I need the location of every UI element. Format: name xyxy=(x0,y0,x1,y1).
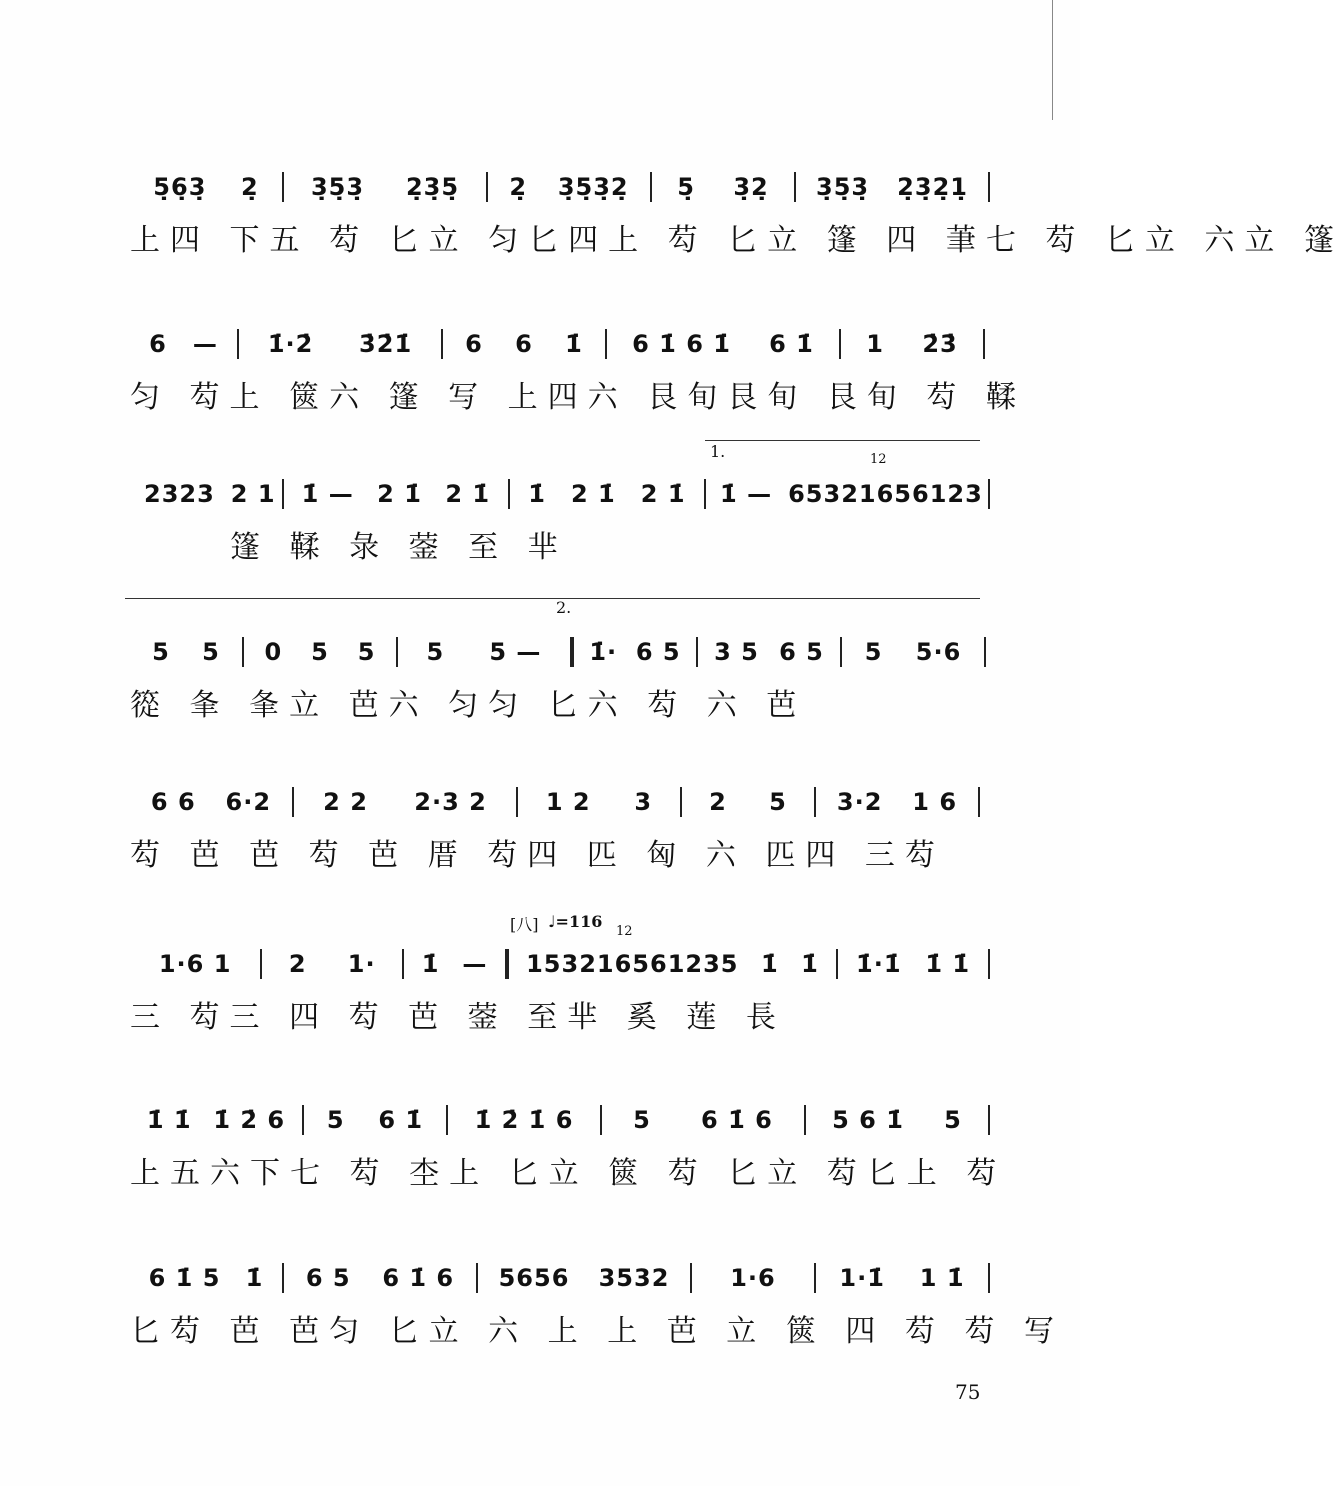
note-group: 1̇ — xyxy=(301,480,354,508)
tablature-text: 匀 芶上 篋六 篷 写 上四六 艮旬艮旬 艮旬 芶 鞣 xyxy=(130,380,1026,415)
score-system-6 xyxy=(130,942,990,1038)
note-group: 6 5 xyxy=(305,1264,351,1292)
note-group: 5 xyxy=(311,638,329,666)
note-group: 5 xyxy=(357,638,376,666)
jianzi-tablature-line xyxy=(130,1142,1007,1194)
measure xyxy=(478,1264,690,1292)
notation-line xyxy=(130,165,990,209)
volta-2-label: 2. xyxy=(556,598,572,617)
measure xyxy=(488,173,650,201)
note-group: 1 2 xyxy=(545,788,591,816)
note-group: 1·6 1 xyxy=(158,950,232,978)
measure xyxy=(443,330,605,358)
note-group: 3 5 xyxy=(714,638,759,666)
measure xyxy=(130,638,242,666)
note-group: 2̣3̣2̣1̣ xyxy=(897,173,968,201)
note-group: 5 xyxy=(426,638,445,666)
note-group: 3̇2̇1̇ xyxy=(359,330,413,358)
note-group: 1̇ xyxy=(245,1264,264,1292)
note-group: 2 1̇ xyxy=(640,480,686,508)
barline xyxy=(988,949,990,979)
note-group: 6 xyxy=(465,330,483,358)
measure xyxy=(706,480,988,508)
measure xyxy=(692,1264,814,1292)
measure xyxy=(284,480,508,508)
measure xyxy=(130,788,292,816)
measure xyxy=(130,1264,282,1292)
note-group: 5 — xyxy=(489,638,542,666)
note-group: 1̇ 2̇ 6 xyxy=(213,1106,286,1134)
barline xyxy=(988,1263,990,1293)
jianzi-tablature-line xyxy=(130,366,1026,418)
tablature-text: 上五六下七 芶 杢上 匕立 篋 芶 匕立 芶匕上 芶 xyxy=(130,1156,1007,1191)
measure xyxy=(574,638,696,666)
notation-line xyxy=(130,1256,990,1300)
measure xyxy=(284,1264,476,1292)
measure xyxy=(404,950,505,978)
tablature-text: 匕芶 芭 芭匀 匕立 六 上 上 芭 立 篋 四 芶 芶 写 xyxy=(130,1314,1064,1349)
tuplet-number: 12 xyxy=(870,452,887,467)
barline xyxy=(988,172,990,202)
jianzi-tablature-line xyxy=(130,516,990,568)
note-group: 65321656123 xyxy=(788,480,983,508)
note-group: 2̣3̣5̣ xyxy=(405,173,460,201)
note-group: 6 5 xyxy=(779,638,824,666)
measure xyxy=(796,173,988,201)
note-group: 1 xyxy=(866,330,884,358)
note-group: 1̇ — xyxy=(720,480,773,508)
score-system-8 xyxy=(130,1256,1064,1352)
note-group: 2̣ xyxy=(241,173,259,201)
measure xyxy=(239,330,441,358)
note-group: 6 1̇ xyxy=(769,330,814,358)
note-group: 3·2 xyxy=(836,788,883,816)
note-group: 2̣ xyxy=(509,173,528,201)
note-group: 5 6 1̇ xyxy=(832,1106,904,1134)
measure xyxy=(130,330,237,358)
note-group: 1̇ 2̇ 1̇ 6 xyxy=(474,1106,574,1134)
measure xyxy=(652,173,794,201)
note-group: 3̣5̣3̣2̣ xyxy=(557,173,629,201)
score-system-7 xyxy=(130,1098,1007,1194)
note-group: 5̣6̣3̣ xyxy=(153,173,207,201)
note-group: 6 1̇ xyxy=(378,1106,424,1134)
jianzi-tablature-line xyxy=(130,986,990,1038)
measure xyxy=(838,950,988,978)
measure xyxy=(816,1264,988,1292)
measure xyxy=(806,1106,988,1134)
measure xyxy=(244,638,396,666)
note-group: 6 1̇ 6 1̇ xyxy=(632,330,731,358)
note-group: 6 1̇ 6 xyxy=(701,1106,773,1134)
measure xyxy=(602,1106,804,1134)
measure xyxy=(130,950,260,978)
note-group: 2 2 xyxy=(323,788,368,816)
note-group: 1̇·1̇ xyxy=(856,950,902,978)
measure xyxy=(130,1106,302,1134)
note-group: 5 xyxy=(864,638,883,666)
note-group: 2 1̇ xyxy=(445,480,491,508)
measure xyxy=(130,480,282,508)
tuplet-number: 12 xyxy=(616,924,633,939)
note-group: 6 1̇ 5 xyxy=(148,1264,221,1292)
measure xyxy=(398,638,570,666)
tablature-text: 上四 下五 芶 匕立 匀匕四上 芶 匕立 篷 四 茟七 芶 匕立 六立 篷 xyxy=(130,223,1344,258)
tablature-text: 篷 鞣 彔 蓥 至 芈 xyxy=(230,530,568,565)
score-system-4 xyxy=(130,630,990,726)
note-group: 3532 xyxy=(598,1264,670,1292)
note-group: 6·2 xyxy=(225,788,272,816)
jianzi-tablature-line xyxy=(130,674,990,726)
tablature-text: 芶 芭 芭 芶 芭 厝 芶四 匹 匈 六 匹四 三芶 xyxy=(130,838,945,873)
note-group: 5656 xyxy=(498,1264,570,1292)
measure xyxy=(284,173,486,201)
jianzi-tablature-line xyxy=(130,824,990,876)
section-marker: [八] xyxy=(510,915,539,934)
note-group: — xyxy=(192,330,218,358)
volta-1-label: 1. xyxy=(710,442,726,461)
measure xyxy=(607,330,839,358)
note-group: 6 xyxy=(149,330,167,358)
measure xyxy=(448,1106,600,1134)
note-group: 2 xyxy=(288,950,307,978)
notation-line xyxy=(130,630,990,674)
note-group: 5 xyxy=(944,1106,962,1134)
note-group: 1·6 xyxy=(730,1264,776,1292)
note-group: 5·6 xyxy=(915,638,962,666)
score-system-3 xyxy=(130,472,990,568)
page-number: 75 xyxy=(955,1380,981,1404)
note-group: 2 1 xyxy=(230,480,276,508)
note-group: 2 xyxy=(709,788,727,816)
tablature-text: 篵 夆 夆立 芭六 匀匀 匕六 芶 六 芭 xyxy=(130,688,807,723)
note-group: 3̣5̣3̣ xyxy=(816,173,870,201)
note-group: 3̣5̣3̣ xyxy=(310,173,365,201)
barline xyxy=(988,1105,990,1135)
tempo-marking: ♩=116 xyxy=(548,912,603,931)
note-group: 1 1̇ xyxy=(919,1264,965,1292)
note-group: 6 6 xyxy=(150,788,196,816)
measure xyxy=(698,638,840,666)
measure xyxy=(816,788,978,816)
note-group: 1̇ 1̇ xyxy=(925,950,971,978)
barline xyxy=(988,479,990,509)
note-group: 6 1̇ 6 xyxy=(382,1264,455,1292)
score-system-1 xyxy=(130,165,1344,261)
measure xyxy=(682,788,814,816)
note-group: 5 xyxy=(633,1106,651,1134)
note-group: 3 xyxy=(634,788,653,816)
score-system-5 xyxy=(130,780,990,876)
note-group: 1·1̇ xyxy=(839,1264,885,1292)
note-group: 5 xyxy=(202,638,220,666)
staff-rule xyxy=(125,598,980,599)
note-group: 5 xyxy=(769,788,787,816)
note-group: 1 6 xyxy=(912,788,958,816)
notation-line xyxy=(130,780,990,824)
note-group: 1̇ 1̇ xyxy=(146,1106,192,1134)
notation-line xyxy=(130,472,990,516)
note-group: 1̇ xyxy=(760,950,779,978)
note-group: — xyxy=(462,950,488,978)
note-group: 2323 xyxy=(144,480,215,508)
note-group: 5̣ xyxy=(677,173,695,201)
score-system-2 xyxy=(130,322,1026,418)
note-group: 1̇ xyxy=(801,950,819,978)
barline xyxy=(983,329,985,359)
notation-line xyxy=(130,942,990,986)
note-group: 2 1̇ xyxy=(571,480,616,508)
page-edge-line xyxy=(1052,0,1053,120)
note-group: 3̣2̣ xyxy=(733,173,769,201)
measure xyxy=(842,638,984,666)
notation-line xyxy=(130,1098,990,1142)
note-group: 1̇ xyxy=(528,480,546,508)
note-group: 153216561235 xyxy=(526,950,739,978)
notation-line xyxy=(130,322,990,366)
measure xyxy=(510,480,704,508)
note-group: 2·3 2 xyxy=(414,788,487,816)
note-group: 6 xyxy=(515,330,533,358)
note-group: 0 xyxy=(264,638,283,666)
tablature-text: 三 芶三 四 芶 芭 蓥 至芈 奚 莲 長 xyxy=(130,1000,786,1035)
measure xyxy=(130,173,282,201)
jianzi-tablature-line xyxy=(130,209,1344,261)
barline xyxy=(978,787,980,817)
measure xyxy=(294,788,516,816)
measure xyxy=(841,330,983,358)
note-group: 1· xyxy=(347,950,376,978)
note-group: 1̇ xyxy=(421,950,440,978)
measure xyxy=(304,1106,446,1134)
note-group: 1̇·2̇ xyxy=(267,330,314,358)
measure xyxy=(509,950,836,978)
measure xyxy=(262,950,402,978)
note-group: 1̇ xyxy=(565,330,583,358)
note-group: 6 5 xyxy=(635,638,681,666)
volta-bracket-line xyxy=(705,440,980,441)
note-group: 2̇3̇ xyxy=(922,330,958,358)
measure xyxy=(518,788,680,816)
note-group: 5 xyxy=(152,638,170,666)
note-group: 2 1̇ xyxy=(377,480,422,508)
barline xyxy=(984,637,986,667)
jianzi-tablature-line xyxy=(130,1300,1064,1352)
note-group: 5 xyxy=(326,1106,345,1134)
note-group: 1̇· xyxy=(589,638,618,666)
